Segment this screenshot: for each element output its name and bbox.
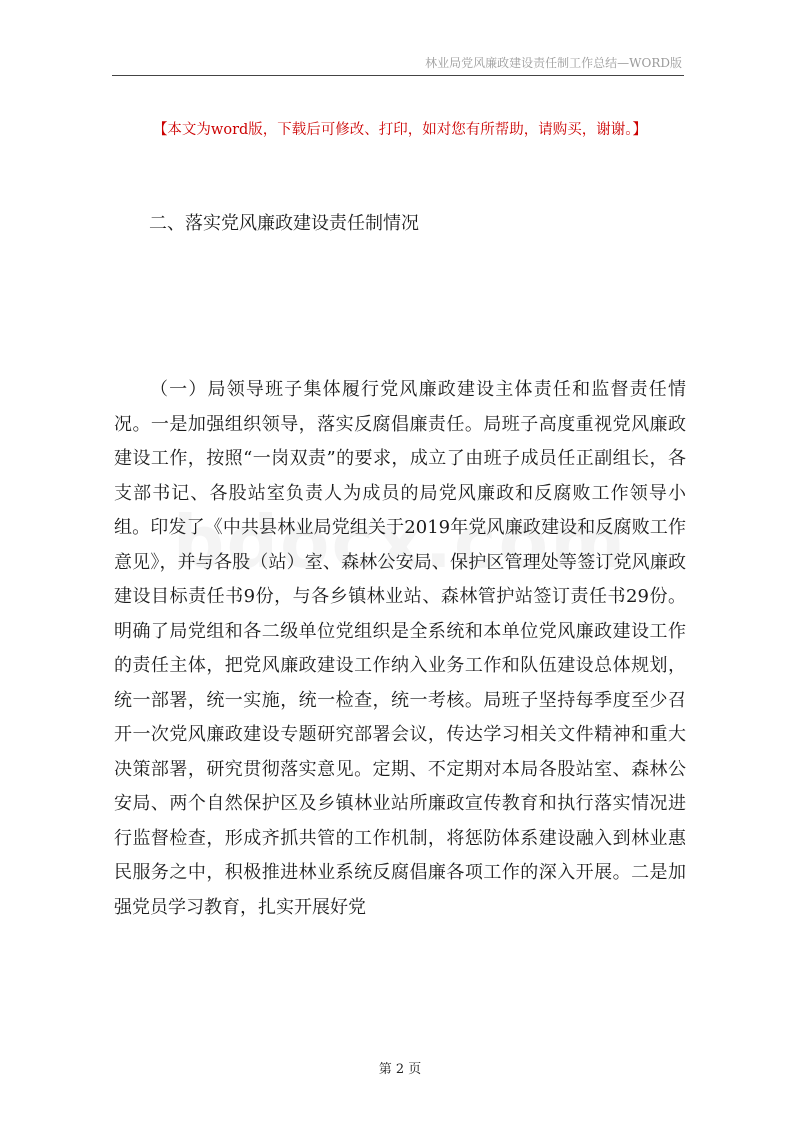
running-header-title: 林业局党风廉政建设责任制工作总结—WORD版	[425, 56, 682, 70]
purchase-notice: 【本文为word版，下载后可修改、打印，如对您有所帮助，请购买，谢谢。】	[152, 122, 648, 138]
body-paragraph: （一）局领导班子集体履行党风廉政建设主体责任和监督责任情况。一是加强组织领导，落实反腐倡廉责任。局班子高度重视党风廉政建设工作，按照“一岗双责”的要求，成立了由班子成员任正副组长，各支部书记、各股站室负责人为成员的局党风廉政和反腐败工作领导小组。印发了《中共县林业局党组关于2019年党风廉政建设和反腐败工作意见》，并与各股（站）室、森林公安局、保护区管理处等签订党风廉政建设目标责任书9份，与各乡镇林业站、森林管护站签订责任书29份。明确了局党组和各二级单位党组织是全系统和本单位党风廉政建设工作的责任主体，把党风廉政建设工作纳入业务工作和队伍建设总体规划，统一部署，统一实施，统一检查，统一考核。局班子坚持每季度至少召开一次党风廉政建设专题研究部署会议，传达学习相关文件精神和重大决策部署，研究贯彻落实意见。定期、不定期对本局各股站室、森林公安局、两个自然保护区及乡镇林业站所廉政宣传教育和执行落实情况进行监督检查，形成齐抓共管的工作机制，将惩防体系建设融入到林业惠民服务之中，积极推进林业系统反腐倡廉各项工作的深入开展。二是加强党员学习教育，扎实开展好党	[114, 379, 686, 918]
page-number: 第 2 页	[378, 1062, 422, 1077]
section-heading: 二、落实党风廉政建设责任制情况	[149, 213, 419, 234]
header-divider	[112, 75, 684, 76]
